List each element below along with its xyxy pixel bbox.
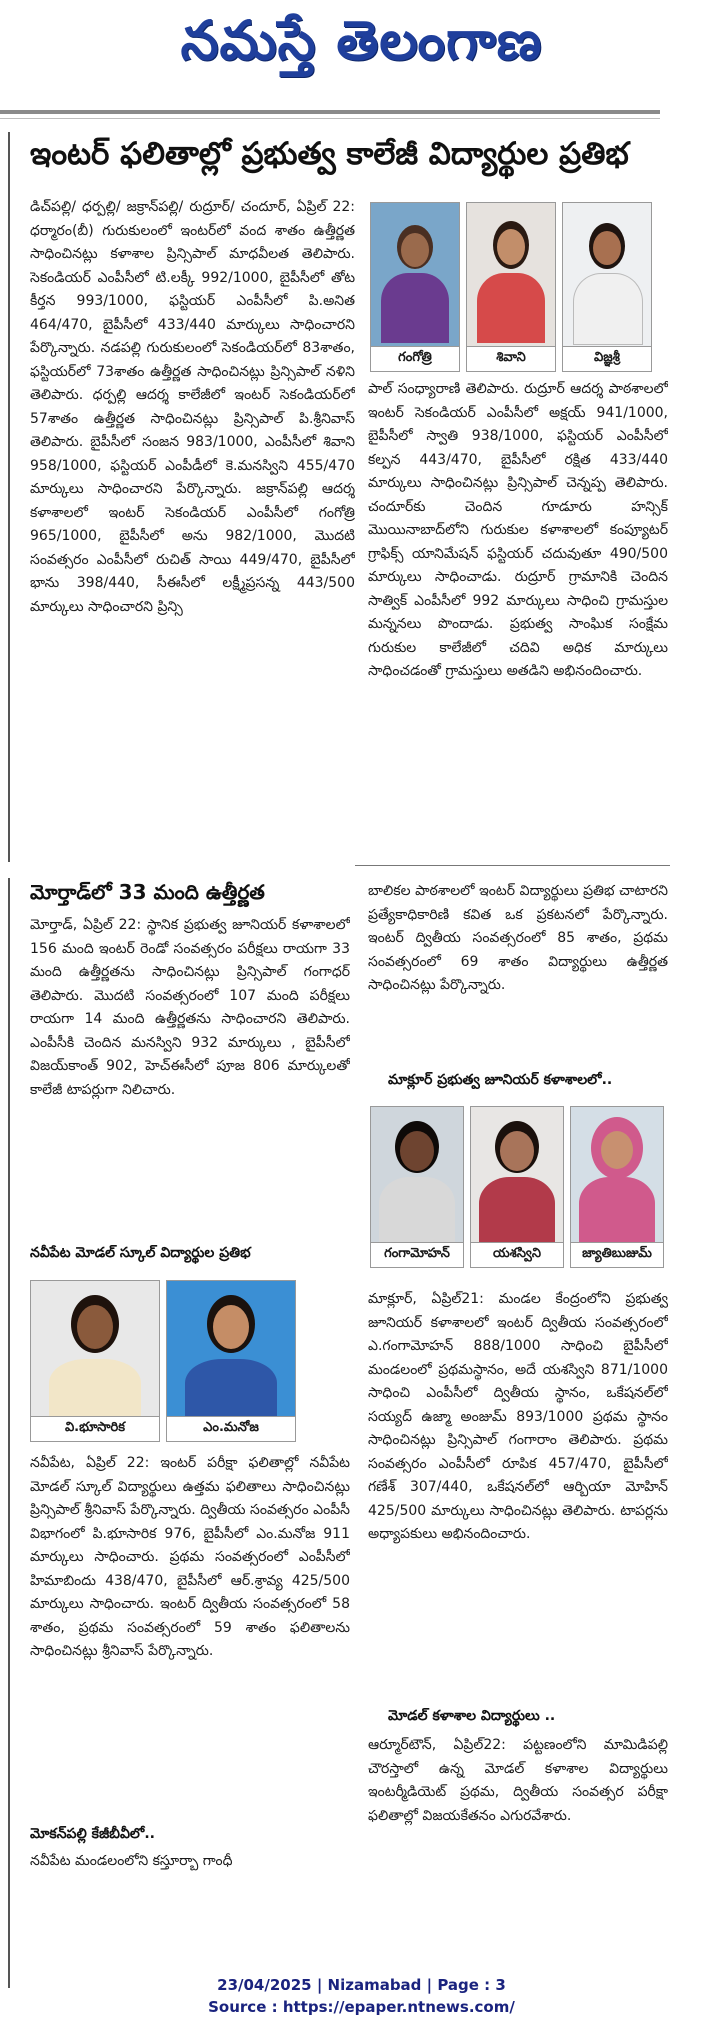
photo-yashaswini [470, 1106, 564, 1268]
article4-left-column [30, 1850, 350, 1880]
photo-caption: గంగామోహన్ [371, 1242, 463, 1267]
photo-vignashri [562, 202, 652, 372]
photo-uzma-anjum [570, 1106, 664, 1268]
article5-title: మాక్లూర్ ప్రభుత్వ జూనియర్ కళాశాలలో.. [388, 1072, 613, 1088]
masthead [0, 0, 723, 100]
article6-title: మోడల్ కళాశాల విద్యార్థులు .. [388, 1708, 556, 1724]
article1-left-text: డిచ్‌పల్లి/ ధర్పల్లి/ జక్రాన్‌పల్లి/ రుద్రూర్/ చందూర్, ఏప్రిల్ 22: ధర్మారం(బీ) గురుకులంలో ఇంటర్‌లో వంద శాతం ఉత్తీర్ణత సాధించినట్లు కళాశాల ప్రిన్సిపాల్ మాధవీలత తెలిపారు. సెకండియర్ ఎంపీసీలో టి.లక్కీ 992/1000, బైపీసీలో తోట కీర్తన 993/1000, ఫస్టియర్ ఎంపీసీలో పి.అనిత 464/470, బైపీసీలో 433/440 మార్కులు సాధించారని పేర్కొన్నారు. నడపల్లి గురుకులంలో సెకండియర్‌లో 83శాతం, ఫస్టియర్‌లో 73శాతం ఉత్తీర్ణత సాధించినట్లు ప్రిన్సిపాల్ నళిని తెలిపారు. ధర్పల్లి ఆదర్శ కాలేజీలో ఇంటర్ సెకండియర్‌లో 57శాతం ఉత్తీర్ణత సాధించినట్లు ప్రిన్సిపాల్ పి.శ్రీనివాస్ తెలిపారు. బైపీసీలో సంజన 983/1000, ఎంపీసీలో శివాని 958/1000, ఫస్టియర్ ఎంపీడీలో కె.మనస్విని 455/470 మార్కులు సాధించారని పేర్కొన్నారు. జక్రాన్‌పల్లి ఆదర్శ కళాశాలలో ఇంటర్ సెకండియర్ ఎంపీసీలో గంగోత్రి 965/1000, బైపీసీలో అను 982/1000, మొదటి సంవత్సరం ఎంపీసీలో రుచిత్ సాయి 449/470, బైపీసీలో భాను 398/440, సీఈసీలో లక్ష్మీప్రసన్న 443/500 మార్కులు సాధించారని ప్రిన్సి [30, 199, 355, 615]
article2-column [30, 914, 350, 1244]
article3-photo-row [30, 1280, 296, 1442]
photo-caption: విజ్ఞశ్రీ [563, 346, 651, 371]
masthead-title: నమస్తే తెలంగాణ [180, 8, 543, 72]
photo-gangamohan [370, 1106, 464, 1268]
article2-text: మోర్తాడ్, ఏప్రిల్ 22: స్థానిక ప్రభుత్వ జూనియర్ కళాశాలలో 156 మంది ఇంటర్ రెండో సంవత్సరం పరీక్షలు రాయగా 33 మంది ఉత్తీర్ణతను సాధించినట్లు ప్రిన్సిపాల్ గంగాధర్ తెలిపారు. మొదటి సంవత్సరంలో 107 మంది పరీక్షలు రాయగా 14 మంది ఉత్తీర్ణతను సాధించారని తెలిపారు. ఎంపీసీకి చెందిన మనస్విని 932 మార్కులు , బైపీసీలో విజయ్‌కాంత్ 902, హెచ్‌ఈసీలో పూజ 806 మార్కులతో కాలేజీ టాపర్లుగా నిలిచారు. [30, 917, 350, 1098]
article5-column [368, 1288, 668, 1708]
photo-caption: యశస్విని [471, 1242, 563, 1267]
article3-title: నవీపేట మోడల్ స్కూల్ విద్యార్థుల ప్రతిభ [30, 1245, 251, 1261]
section-divider [355, 865, 670, 866]
masthead-rule-thin [0, 118, 660, 119]
masthead-rule [0, 110, 660, 114]
photo-bhusarika [30, 1280, 160, 1442]
photo-manoja [166, 1280, 296, 1442]
article1-right-column [368, 378, 668, 848]
photo-caption: జ్యాతిబుజుమ్ [571, 1242, 663, 1267]
article5-text: మాక్లూర్, ఏప్రిల్21: మండల కేంద్రంలోని ప్రభుత్వ జూనియర్ కళాశాలలో ఇంటర్ ద్వితీయ సంవత్సరంలో ఎ.గంగామోహన్ 888/1000 సాధించి బైపీసీలో మండలంలో ప్రథమస్థానం, అదే యశస్విని 871/1000 సాధించి ఎంపీసీలో ద్వితీయ స్థానం, ఒకేషనల్‌లో సయ్యద్ ఉజ్మా అంజుమ్ 893/1000 ప్రథమ స్థానం సాధించినట్లు ప్రిన్సిపాల్ గంగారాం తెలిపారు. ప్రథమ సంవత్సరం ఎంపీసీలో రూపిక 457/470, బైపీసీలో గణేశ్ 307/440, ఒకేషనల్‌లో ఆర్బియా మోహిన్ 425/500 మార్కులు సాధించినట్లు తెలిపారు. టాపర్లను అధ్యాపకులు అభినందించారు. [368, 1291, 668, 1542]
article3-column [30, 1452, 350, 1822]
article1-left-column [30, 196, 355, 866]
article6-text: ఆర్మూర్‌టౌన్, ఏప్రిల్22: పట్టణంలోని మామిడిపల్లి చౌరస్తాలో ఉన్న మోడల్ కళాశాల విద్యార్థులు ఇంటర్మీడియెట్ ప్రథమ, ద్వితీయ సంవత్సర పరీక్షా ఫలితాల్లో విజయకేతనం ఎగురవేశారు. [368, 1737, 668, 1824]
article4-right-column [368, 880, 668, 1070]
article1-photo-row [370, 202, 652, 372]
article-left-bar-2 [8, 878, 10, 1988]
article1-right-text: పాల్ సంధ్యారాణి తెలిపారు. రుద్రూర్ ఆదర్శ పాఠశాలలో ఇంటర్ సెకండియర్ ఎంపీసీలో అక్షయ్ 941/1000, బైపీసీలో స్వాతి 938/1000, ఫస్టియర్ ఎంపీసీలో కల్పన 443/470, బైపీసీలో రక్షిత 433/440 మార్కులు సాధించినట్లు ప్రిన్సిపాల్ చెన్నప్ప తెలిపారు. చందూర్‌కు చెందిన గూడూరు హన్సిక్ మొయినాబాద్‌లోని గురుకుల కళాశాలలో కంప్యూటర్ గ్రాఫిక్స్ యానిమేషన్ ఫస్టియర్ చదువుతూ 490/500 మార్కులు సాధించాడు. రుద్రూర్ గ్రామానికి చెందిన సాత్విక్ ఎంపీసీలో 992 మార్కులు సాధించి గ్రామస్తుల మన్ననలు పొందాడు. ప్రభుత్వ సాంఘిక సంక్షేమ గురుకుల కాలేజీలో చదివి అధిక మార్కులు సాధించడంతో గ్రామస్తులు అతడిని అభినందించారు. [368, 381, 668, 679]
article3-text: నవీపేట, ఏప్రిల్ 22: ఇంటర్ పరీక్షా ఫలితాల్లో నవీపేట మోడల్ స్కూల్ విద్యార్థులు ఉత్తమ ఫలితాలు సాధించినట్లు ప్రిన్సిపాల్ శ్రీనివాస్ పేర్కొన్నారు. ద్వితీయ సంవత్సరం ఎంపీసీ విభాగంలో పి.భూసారిక 976, బైపీసీలో ఎం.మనోజ 911 మార్కులు సాధించారు. ప్రథమ సంవత్సరంలో ఎంపీసీలో హిమాబిందు 438/470, బైపీసీలో ఆర్.శ్రావ్య 425/500 మార్కులు సాధించారు. ఇంటర్ ద్వితీయ సంవత్సరంలో 58 శాతం, ప్రథమ సంవత్సరంలో 59 శాతం ఫలితాలను సాధించినట్లు శ్రీనివాస్ పేర్కొన్నారు. [30, 1455, 350, 1659]
photo-gangotri [370, 202, 460, 372]
footer-source-line: Source : https://epaper.ntnews.com/ [208, 1998, 515, 2016]
photo-caption: గంగోత్రి [371, 346, 459, 371]
article2-title: మోర్తాడ్‌లో 33 మంది ఉత్తీర్ణత [30, 880, 265, 904]
article4-right-text: బాలికల పాఠశాలలో ఇంటర్ విద్యార్థులు ప్రతిభ చాటారని ప్రత్యేకాధికారిణి కవిత ఒక ప్రకటనలో పేర్కొన్నారు. ఇంటర్ ద్వితీయ సంవత్సరంలో 85 శాతం, ప్రథమ సంవత్సరంలో 69 శాతం విద్యార్థులు ఉత్తీర్ణత సాధించినట్లు పేర్కొన్నారు. [368, 883, 668, 993]
article4-left-text: నవీపేట మండలంలోని కస్తూర్బా గాంధీ [30, 1853, 233, 1869]
footer-date-line: 23/04/2025 | Nizamabad | Page : 3 [217, 1976, 506, 1994]
headline: ఇంటర్ ఫలితాల్లో ప్రభుత్వ కాలేజీ విద్యార్థుల ప్రతిభ [30, 136, 629, 172]
photo-caption: ఎం.మనోజ [167, 1416, 295, 1441]
article4-title: మోకన్‌పల్లి కేజీబీవీలో.. [30, 1826, 155, 1842]
article6-column [368, 1734, 668, 1884]
photo-caption: వి.భూసారిక [31, 1416, 159, 1441]
article-left-bar [8, 132, 10, 862]
article5-photo-row [370, 1106, 664, 1268]
photo-shivani [466, 202, 556, 372]
photo-caption: శివాని [467, 346, 555, 371]
